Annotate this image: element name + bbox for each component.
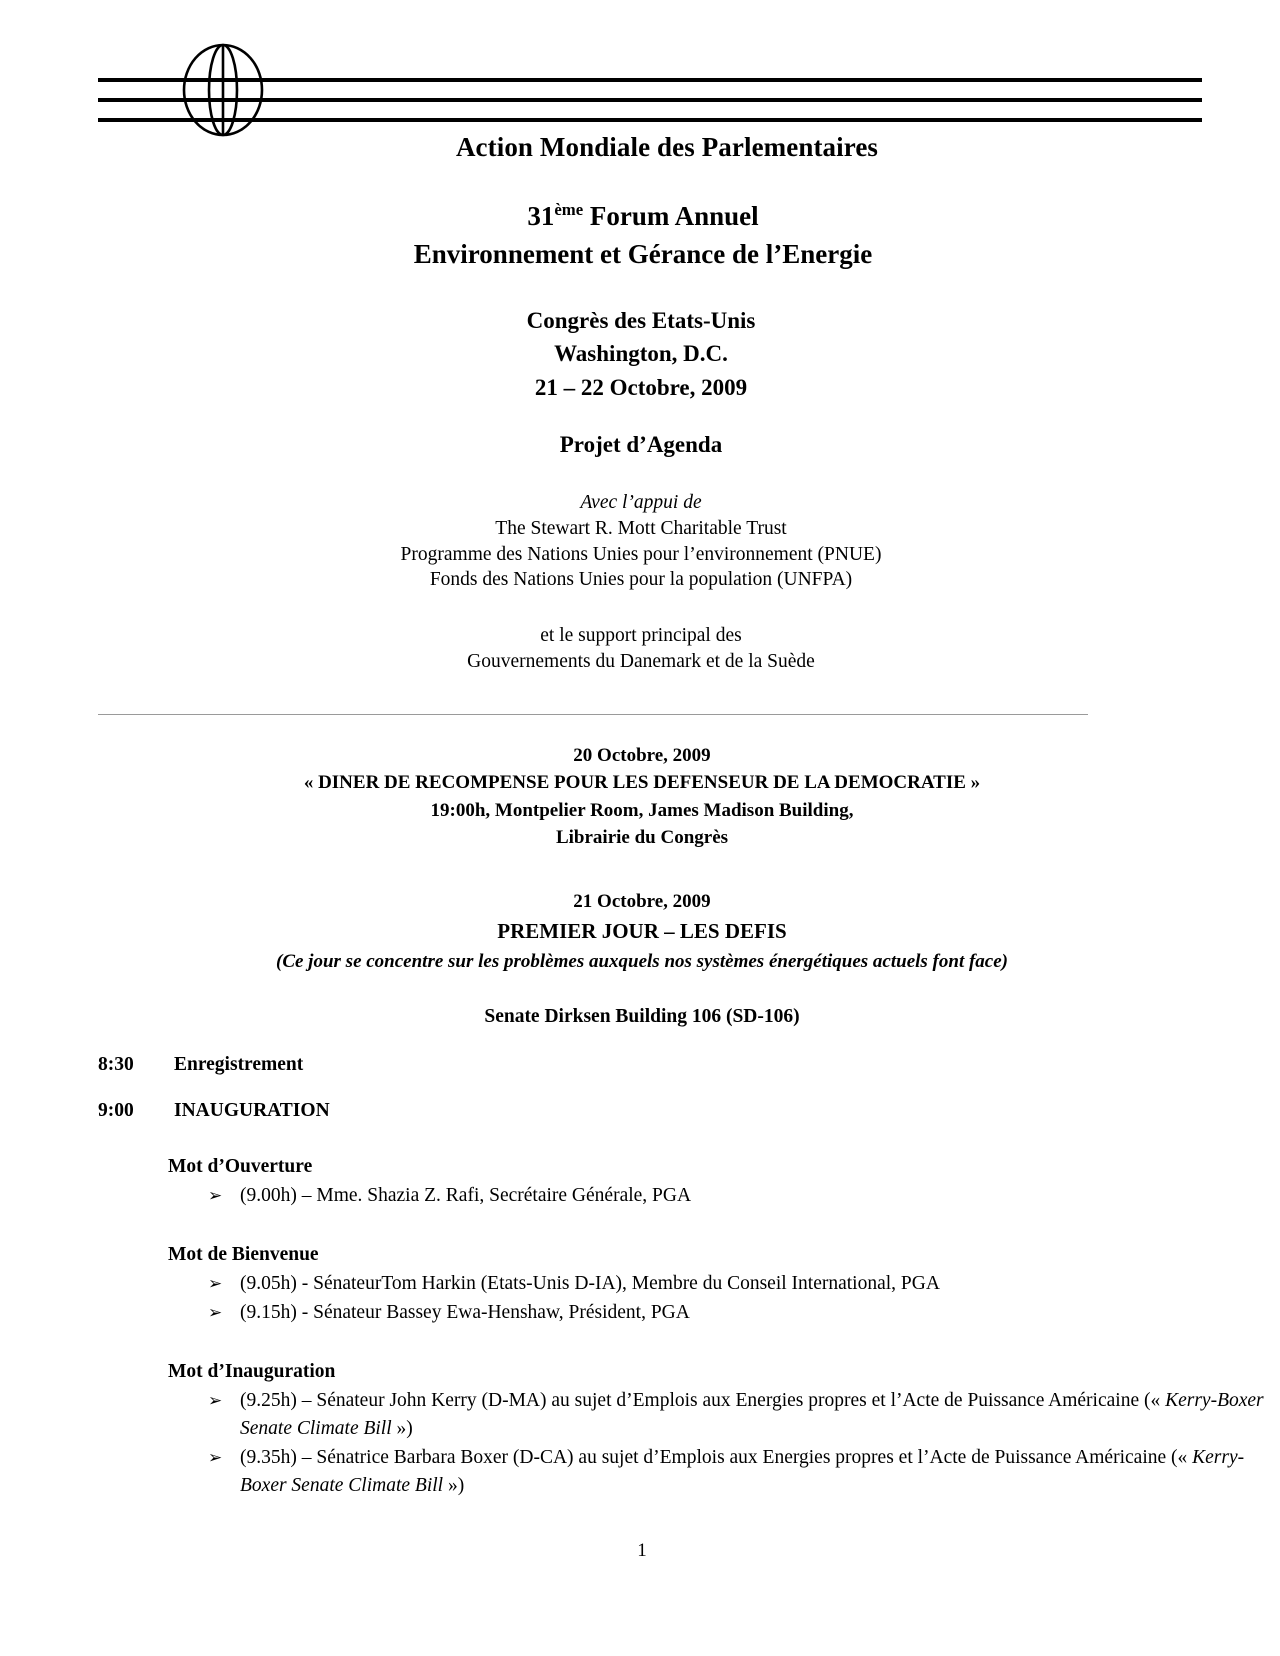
globe-icon [182, 42, 264, 138]
main-support-block [0, 623, 1280, 674]
day-date: 21 Octobre, 2009 [573, 891, 711, 912]
dinner-title: « DINER DE RECOMPENSE POUR LES DEFENSEUR DE LA DEMOCRATIE » [303, 772, 981, 794]
list-item [168, 1182, 1280, 1210]
group-heading: Mot de Bienvenue [168, 1244, 319, 1266]
item-bill-title: Kerry-Boxer Senate Climate Bill [240, 1447, 1245, 1496]
arrow-bullet-icon: ➢ [208, 1448, 223, 1468]
dinner-section [0, 742, 1280, 851]
day-note: (Ce jour se concentre sur les problèmes auxquels nos systèmes énergétiques actuels font face) [276, 950, 1008, 972]
item-bill-title: Kerry-Boxer Senate Climate Bill [240, 1390, 1264, 1440]
group-items [168, 1270, 1280, 1327]
support-label: Avec l’appui de [580, 492, 702, 514]
forum-title [0, 197, 1280, 274]
title-block [0, 132, 1280, 675]
arrow-bullet-icon: ➢ [208, 1391, 223, 1411]
document-type: Projet d’Agenda [559, 432, 723, 458]
venue-line-1: Congrès des Etats-Unis [526, 307, 756, 333]
slot-time: 9:00 [98, 1100, 134, 1121]
item-text: (9.25h) – Sénateur John Kerry (D-MA) au sujet d’Emplois aux Energies propres et l’Acte de Puissance Américaine (« [240, 1390, 1166, 1412]
list-item [168, 1299, 1280, 1327]
venue-line-2: Washington, D.C. [554, 341, 728, 367]
letterhead [0, 0, 1280, 140]
agenda-slot-registration [0, 1054, 1280, 1076]
forum-title-line-1 [6, 197, 1280, 235]
section-divider [98, 714, 1088, 715]
venue-block [0, 304, 1280, 405]
agenda-group-welcome [0, 1240, 1280, 1327]
day-title: PREMIER JOUR – LES DEFIS [497, 918, 787, 943]
item-text: (9.35h) – Sénatrice Barbara Boxer (D-CA) au sujet d’Emplois aux Energies propres et l’Acte de Puissance Américaine (« [240, 1447, 1193, 1469]
item-text: (9.00h) – Mme. Shazia Z. Rafi, Secrétaire Générale, PGA [240, 1185, 692, 1207]
item-text: (9.05h) - SénateurTom Harkin (Etats-Unis D-IA), Membre du Conseil International, PGA [240, 1273, 940, 1295]
arrow-bullet-icon: ➢ [208, 1186, 223, 1206]
group-heading: Mot d’Inauguration [168, 1361, 336, 1383]
dinner-location-line-1: 19:00h, Montpelier Room, James Madison Building, [430, 799, 854, 821]
item-text-tail: ») [443, 1475, 465, 1496]
arrow-bullet-icon: ➢ [208, 1303, 223, 1323]
forum-number: 31 [527, 200, 555, 231]
slot-time: 8:30 [98, 1054, 134, 1075]
arrow-bullet-icon: ➢ [208, 1274, 223, 1294]
sponsor-3: Fonds des Nations Unies pour la population (UNFPA) [429, 569, 853, 591]
venue-line-3: 21 – 22 Octobre, 2009 [534, 374, 748, 400]
agenda-list [0, 1054, 1280, 1500]
agenda-group-opening [0, 1152, 1280, 1210]
dinner-location-line-2: Librairie du Congrès [555, 827, 729, 849]
slot-label: INAUGURATION [174, 1100, 330, 1121]
forum-title-line-2: Environnement et Gérance de l’Energie [413, 239, 873, 270]
day-room: Senate Dirksen Building 106 (SD-106) [484, 1006, 800, 1028]
item-text-tail: ») [391, 1418, 413, 1440]
agenda-group-inaugural [0, 1357, 1280, 1500]
support-block [0, 490, 1280, 593]
forum-title-rest: Forum Annuel [583, 200, 759, 231]
list-item [168, 1444, 1280, 1500]
main-supporter-1: Gouvernements du Danemark et de la Suède [467, 650, 815, 672]
item-text: (9.15h) - Sénateur Bassey Ewa-Henshaw, Président, PGA [240, 1302, 690, 1324]
group-heading: Mot d’Ouverture [168, 1156, 313, 1177]
organization-name: Action Mondiale des Parlementaires [455, 132, 879, 162]
list-item [168, 1270, 1280, 1298]
slot-label: Enregistrement [174, 1054, 304, 1075]
sponsor-2: Programme des Nations Unies pour l’environnement (PNUE) [400, 543, 882, 565]
day-section [0, 888, 1280, 1028]
page-number: 1 [637, 1540, 647, 1561]
sponsor-1: The Stewart R. Mott Charitable Trust [495, 517, 787, 539]
group-items [168, 1387, 1280, 1500]
group-items [168, 1182, 1280, 1210]
forum-ordinal-suffix: ème [554, 199, 584, 219]
dinner-date: 20 Octobre, 2009 [573, 745, 711, 766]
list-item [168, 1387, 1280, 1443]
agenda-slot-inauguration [0, 1100, 1280, 1122]
main-support-label: et le support principal des [540, 625, 742, 647]
